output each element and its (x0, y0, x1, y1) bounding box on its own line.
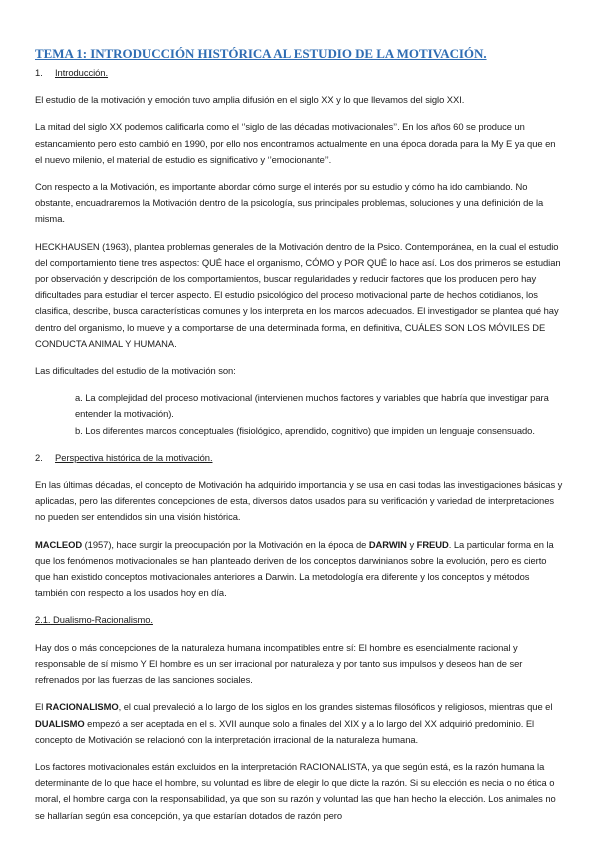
document-title: TEMA 1: INTRODUCCIÓN HISTÓRICA AL ESTUDIO DE LA MOTIVACIÓN. (35, 46, 487, 61)
section-1-paragraph-2: La mitad del siglo XX podemos calificarla como el ‘’siglo de las décadas motivacionales’’. En los años 60 se produce un estancamiento pero esto cambió en 1990, por ello nos encontramos actualmente en una época dorada para la My E ya que en el nuevo milenio, el material de estudio es significativo y ‘’emocionante’’. (35, 121, 556, 165)
difficulties-list (35, 390, 563, 439)
term-racionalismo: RACIONALISMO (45, 701, 119, 713)
section-2-1-paragraph-2-text-a: El (35, 701, 46, 713)
section-1-paragraph-1: El estudio de la motivación y emoción tuvo amplia difusión en el siglo XX y lo que llevamos del siglo XXI. (35, 94, 465, 106)
section-2-title: Perspectiva histórica de la motivación. (55, 451, 213, 463)
section-2-1-paragraph-2-text-b: , el cual prevaleció a lo largo de los siglos en los grandes sistemas filosóficos y religiosos, mientras que el (118, 701, 553, 713)
section-2-1-heading (35, 612, 563, 628)
document-body (35, 46, 563, 835)
section-2-number: 2. (35, 451, 43, 463)
section-2-heading (35, 450, 563, 466)
section-2-paragraph-2 (35, 537, 563, 602)
term-dualismo: DUALISMO (35, 717, 85, 729)
author-darwin: DARWIN (368, 538, 407, 550)
section-1-paragraph-4: HECKHAUSEN (1963), plantea problemas generales de la Motivación dentro de la Psico. Contemporánea, en la cual el estudio del comportamiento tiene tres aspectos: QUÉ hace el organismo, CÓMO y POR QUÉ lo hace así. Los dos primeros se estudian por observación y descripción de los comportamientos, buscar regularidades y reducir factores que los producen pero hay dificultades para estudiar el tercer aspecto. El estudio psicológico del proceso motivacional parte de hechos cotidianos, los clasifica, describe, busca características comunes y los interpreta en los marcos adecuados. El investigador se plantea qué hay dentro del organismo, lo mueve y a comportarse de una determinada forma, en definitiva, CUÁLES SON LOS MÓVILES DE CONDUCTA ANIMAL Y HUMANA. (35, 240, 561, 349)
list-item-a: a. La complejidad del proceso motivacional (intervienen muchos factores y variables que habría que investigar para entender la motivación). (75, 392, 549, 420)
section-2-1-number: 2.1. (35, 614, 51, 626)
section-1-number: 1. (35, 67, 43, 78)
section-1-paragraph-3: Con respecto a la Motivación, es importante abordar cómo surge el interés por su estudio y cómo ha ido cambiando. No obstante, encuadraremos la Motivación dentro de la psicología, sus principales problemas, soluciones y una definición de la misma. (35, 181, 544, 225)
section-2-1-paragraph-2-text-c: empezó a ser aceptada en el s. XVII aunque solo a finales del XIX y a lo largo del XX adquirió predominio. El concepto de Motivación se relacionó con la interpretación irracional de la naturaleza humana. (35, 717, 535, 745)
list-item-b: b. Los diferentes marcos conceptuales (fisiológico, aprendido, cognitivo) que impiden un lenguaje consensuado. (75, 424, 535, 436)
author-freud: FREUD (416, 538, 449, 550)
author-macleod: MACLEOD (35, 538, 83, 550)
section-1-heading (35, 65, 563, 81)
section-2-1-paragraph-2 (35, 699, 563, 748)
section-2-paragraph-2-text-a: (1957), hace surgir la preocupación por la Motivación en la época de (82, 538, 369, 550)
section-2-paragraph-2-text-b: y (406, 538, 417, 550)
section-1-title: Introducción. (55, 67, 109, 78)
section-2-1-paragraph-1: Hay dos o más concepciones de la naturaleza humana incompatibles entre sí: El hombre es esencialmente racional y responsable de sí mismo Y El hombre es un ser irracional por naturaleza y por tanto sus impulsos y deseos han de ser refrenados por las fuerzas de las sanciones sociales. (35, 641, 523, 686)
section-2-paragraph-2-text-c: . La particular forma en la que los fenómenos motivacionales se han planteado deriven de los conceptos darwinianos sobre la evolución, pero es cierto que han existido conceptos motivacionales anteriores a Darwin. La metodología era diferente y los conceptos y métodos también con respecto a los usados hoy en día. (35, 538, 554, 599)
section-2-1-title: Dualismo-Racionalismo. (50, 614, 153, 626)
section-2-paragraph-1: En las últimas décadas, el concepto de Motivación ha adquirido importancia y se usa en casi todas las investigaciones básicas y aplicadas, pero las diferentes concepciones de esta, diversos datos usados para su verificación y variedad de interpretaciones no pueden ser entendidos sin una visión histórica. (35, 479, 563, 523)
section-1-paragraph-5: Las dificultades del estudio de la motivación son: (35, 365, 236, 377)
section-2-1-paragraph-3: Los factores motivacionales están excluidos en la interpretación RACIONALISTA, ya que según está, es la razón humana la determinante de lo que hace el hombre, su voluntad es libre de elegir lo que dicte la razón. Si su elección es necia o no ética o moral, el hombre carga con la responsabilidad, ya que son su razón y voluntad las que han hecho la elección. Los animales no se hallarían según esa concepción, ya que estarían dotados de razón pero (35, 760, 556, 821)
